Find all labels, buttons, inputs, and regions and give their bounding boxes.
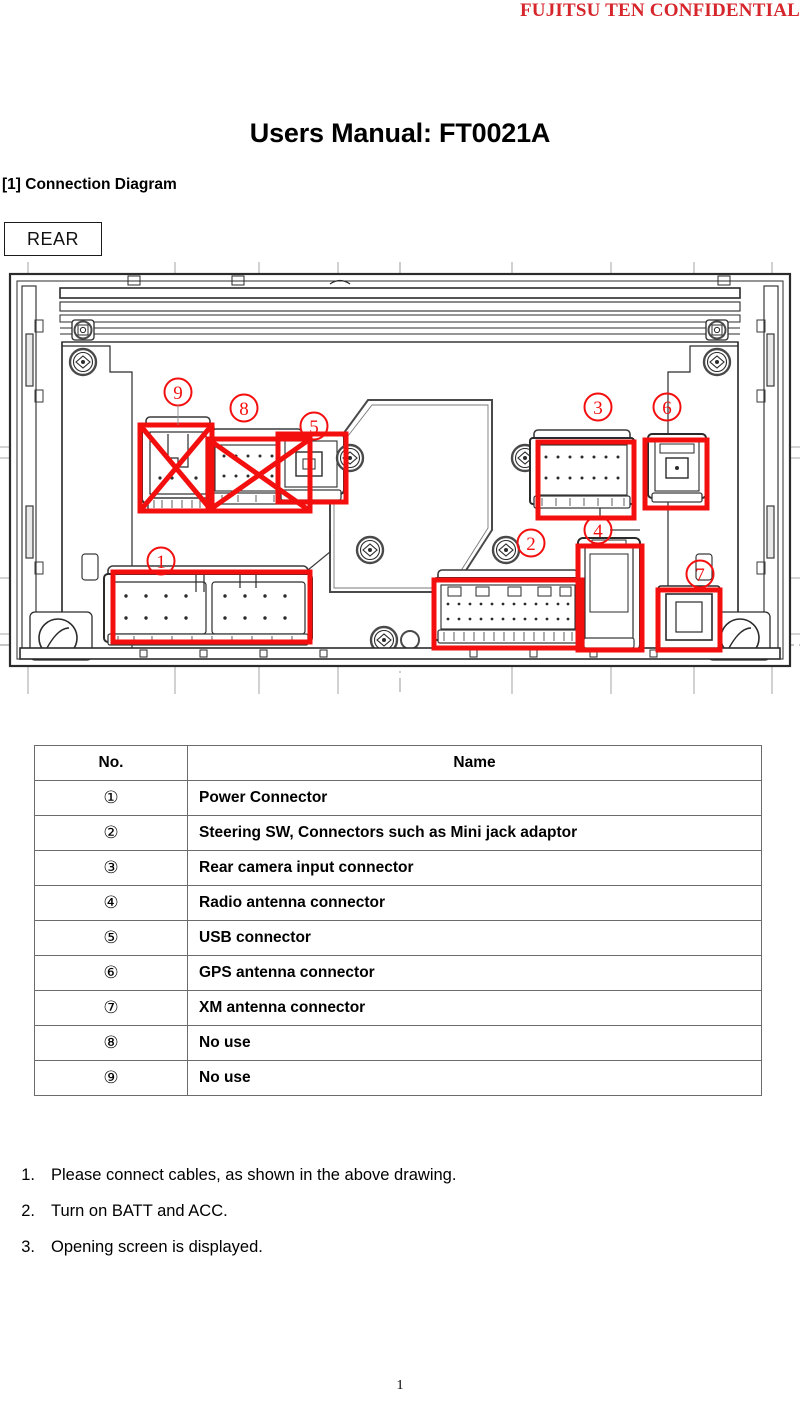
table-row [35, 816, 762, 851]
svg-text:6: 6 [662, 398, 672, 419]
confidential-header: FUJITSU TEN CONFIDENTIAL [519, 0, 800, 21]
svg-text:4: 4 [593, 521, 603, 542]
row-number: ⑥ [35, 956, 188, 991]
row-number: ⑨ [35, 1061, 188, 1096]
row-name: USB connector [188, 921, 762, 956]
list-item-text: Turn on BATT and ACC. [51, 1202, 228, 1220]
table-row [35, 921, 762, 956]
svg-text:2: 2 [526, 534, 536, 555]
list-item-text: Please connect cables, as shown in the above drawing. [51, 1166, 457, 1184]
row-name: Power Connector [188, 781, 762, 816]
list-item [0, 1238, 620, 1257]
svg-text:1: 1 [156, 552, 166, 573]
row-name: No use [188, 1061, 762, 1096]
table-row [35, 991, 762, 1026]
section-heading: [1] Connection Diagram [2, 176, 177, 193]
column-header-no: No. [35, 746, 188, 781]
table-header-row [35, 746, 762, 781]
row-name: Radio antenna connector [188, 886, 762, 921]
list-item-number: 1. [21, 1166, 35, 1184]
list-item-text: Opening screen is displayed. [51, 1238, 263, 1256]
table-row [35, 886, 762, 921]
svg-text:8: 8 [239, 399, 249, 420]
row-number: ② [35, 816, 188, 851]
svg-text:7: 7 [695, 565, 705, 586]
row-name: GPS antenna connector [188, 956, 762, 991]
table-row [35, 851, 762, 886]
table-row [35, 781, 762, 816]
row-number: ⑦ [35, 991, 188, 1026]
table-row [35, 1026, 762, 1061]
row-name: Steering SW, Connectors such as Mini jack adaptor [188, 816, 762, 851]
row-number: ⑧ [35, 1026, 188, 1061]
connection-diagram [0, 262, 800, 694]
svg-text:5: 5 [309, 417, 319, 438]
row-name: XM antenna connector [188, 991, 762, 1026]
row-number: ⑤ [35, 921, 188, 956]
connector-7-body [658, 586, 720, 648]
list-item [0, 1166, 620, 1185]
svg-text:9: 9 [173, 383, 183, 404]
row-name: No use [188, 1026, 762, 1061]
list-item-number: 2. [21, 1202, 35, 1220]
table-row [35, 1061, 762, 1096]
table-row [35, 956, 762, 991]
row-number: ④ [35, 886, 188, 921]
connector-4-body [578, 538, 640, 650]
connector-6-body [648, 434, 706, 502]
row-number: ③ [35, 851, 188, 886]
row-name: Rear camera input connector [188, 851, 762, 886]
rear-view-label: REAR [4, 222, 102, 256]
column-header-name: Name [188, 746, 762, 781]
row-number: ① [35, 781, 188, 816]
connector-legend-table [34, 745, 762, 1096]
page-number: 1 [396, 1378, 404, 1393]
connector-1-body [104, 566, 312, 645]
instruction-list [0, 1166, 620, 1274]
list-item [0, 1202, 620, 1221]
page-title: Users Manual: FT0021A [249, 118, 551, 148]
svg-text:3: 3 [593, 398, 603, 419]
list-item-number: 3. [21, 1238, 35, 1256]
